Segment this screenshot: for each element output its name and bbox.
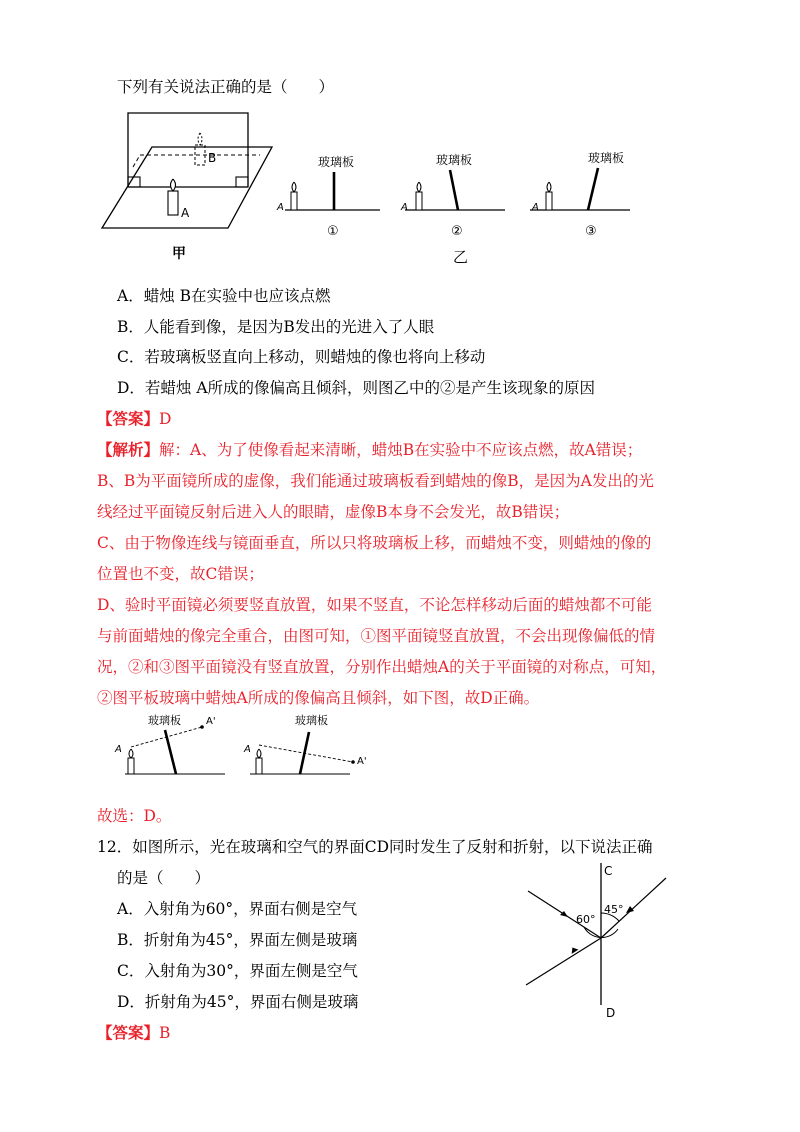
q12-option-d: D．折射角为45°，界面右侧是玻璃 (117, 993, 359, 1011)
q12-stem-line1: 12．如图所示，光在玻璃和空气的界面CD同时发生了反射和折射，以下说法正确 (97, 838, 653, 856)
q12-stem-line2: 的是（ ） (117, 869, 211, 887)
q11-stem: 下列有关说法正确的是（ ） (117, 78, 335, 96)
angle-60: 60° (576, 913, 596, 926)
glass-label-2: 玻璃板 (436, 153, 473, 167)
yi-diagram-3 (530, 150, 630, 239)
analysis-figure (110, 712, 370, 782)
analysis-tag: 【解析】 (97, 440, 160, 459)
figure-yi (270, 140, 640, 270)
svg-text:A: A (401, 202, 408, 213)
angle-45: 45° (604, 903, 624, 916)
answer-tag: 【答案】 (97, 409, 160, 428)
svg-text:A: A (115, 744, 122, 755)
analysis-glass-label-1: 玻璃板 (148, 714, 181, 727)
analysis-line-7: 况，②和③图平面镜没有竖直放置，分别作出蜡烛A的关于平面镜的对称点，可知， (97, 658, 667, 676)
q12-answer-value: B (159, 1024, 171, 1042)
analysis-line-5: D、验时平面镜必须要竖直放置，如果不竖直，不论怎样移动后面的蜡烛都不可能 (97, 596, 652, 614)
svg-text:A: A (532, 202, 539, 213)
answer-value: D (159, 410, 172, 428)
glass-label-3: 玻璃板 (588, 151, 625, 165)
label-A: A (181, 206, 190, 220)
analysis-diagram-1 (114, 713, 225, 774)
q12-answer-tag: 【答案】 (97, 1023, 160, 1042)
analysis-line-0: 【解析】解：A、为了使像看起来清晰，蜡烛B在实验中不应该点燃，故A错误； (97, 440, 643, 459)
num-2: ② (451, 224, 463, 239)
q12-option-a: A．入射角为60°，界面右侧是空气 (117, 900, 358, 918)
glass-label-1: 玻璃板 (318, 155, 355, 169)
figure-jia (100, 105, 280, 265)
q11-answer (97, 409, 171, 429)
analysis-line-4: 位置也不变，故C错误； (97, 565, 264, 583)
yi-diagram-1 (276, 154, 380, 239)
q12-figure (520, 855, 680, 1020)
q11-option-b: B．人能看到像，是因为B发出的光进入了人眼 (117, 318, 435, 336)
yi-diagram-2 (400, 152, 505, 266)
label-D: D (606, 1006, 616, 1020)
svg-text:A: A (244, 744, 251, 755)
q12-answer (97, 1023, 170, 1043)
analysis-glass-label-2: 玻璃板 (295, 714, 328, 727)
analysis-line-1: B、B为平面镜所成的虚像，我们能通过玻璃板看到蜡烛的像B，是因为A发出的光 (97, 472, 654, 490)
q11-conclusion: 故选：D。 (97, 807, 172, 825)
q11-option-d: D．若蜡烛 A所成的像偏高且倾斜，则图乙中的②是产生该现象的原因 (117, 379, 596, 397)
caption-yi: 乙 (453, 248, 469, 266)
num-3: ③ (585, 224, 597, 239)
svg-text:A: A (277, 202, 284, 213)
label-A-prime-1: A' (206, 716, 216, 727)
analysis-line-8: ②图平板玻璃中蜡烛A所成的像偏高且倾斜，如下图，故D正确。 (97, 689, 540, 707)
q11-option-a: A．蜡烛 B在实验中也应该点燃 (117, 287, 331, 305)
analysis-line-2: 线经过平面镜反射后进入人的眼睛，虚像B本身不会发光，故B错误； (97, 503, 570, 521)
analysis-line-6: 与前面蜡烛的像完全重合，由图可知，①图平面镜竖直放置，不会出现像偏低的情 (97, 627, 656, 645)
analysis-line-3: C、由于物像连线与镜面垂直，所以只将玻璃板上移，而蜡烛不变，则蜡烛的像的 (97, 534, 652, 552)
label-B: B (208, 151, 217, 165)
caption-jia: 甲 (172, 246, 186, 262)
q12-option-c: C．入射角为30°，界面左侧是空气 (117, 962, 358, 980)
q12-option-b: B．折射角为45°，界面左侧是玻璃 (117, 931, 358, 949)
q11-option-c: C．若玻璃板竖直向上移动，则蜡烛的像也将向上移动 (117, 348, 486, 366)
num-1: ① (327, 224, 339, 239)
analysis-diagram-2 (243, 713, 367, 774)
label-C: C (604, 864, 613, 878)
label-A-prime-2: A' (357, 756, 367, 767)
